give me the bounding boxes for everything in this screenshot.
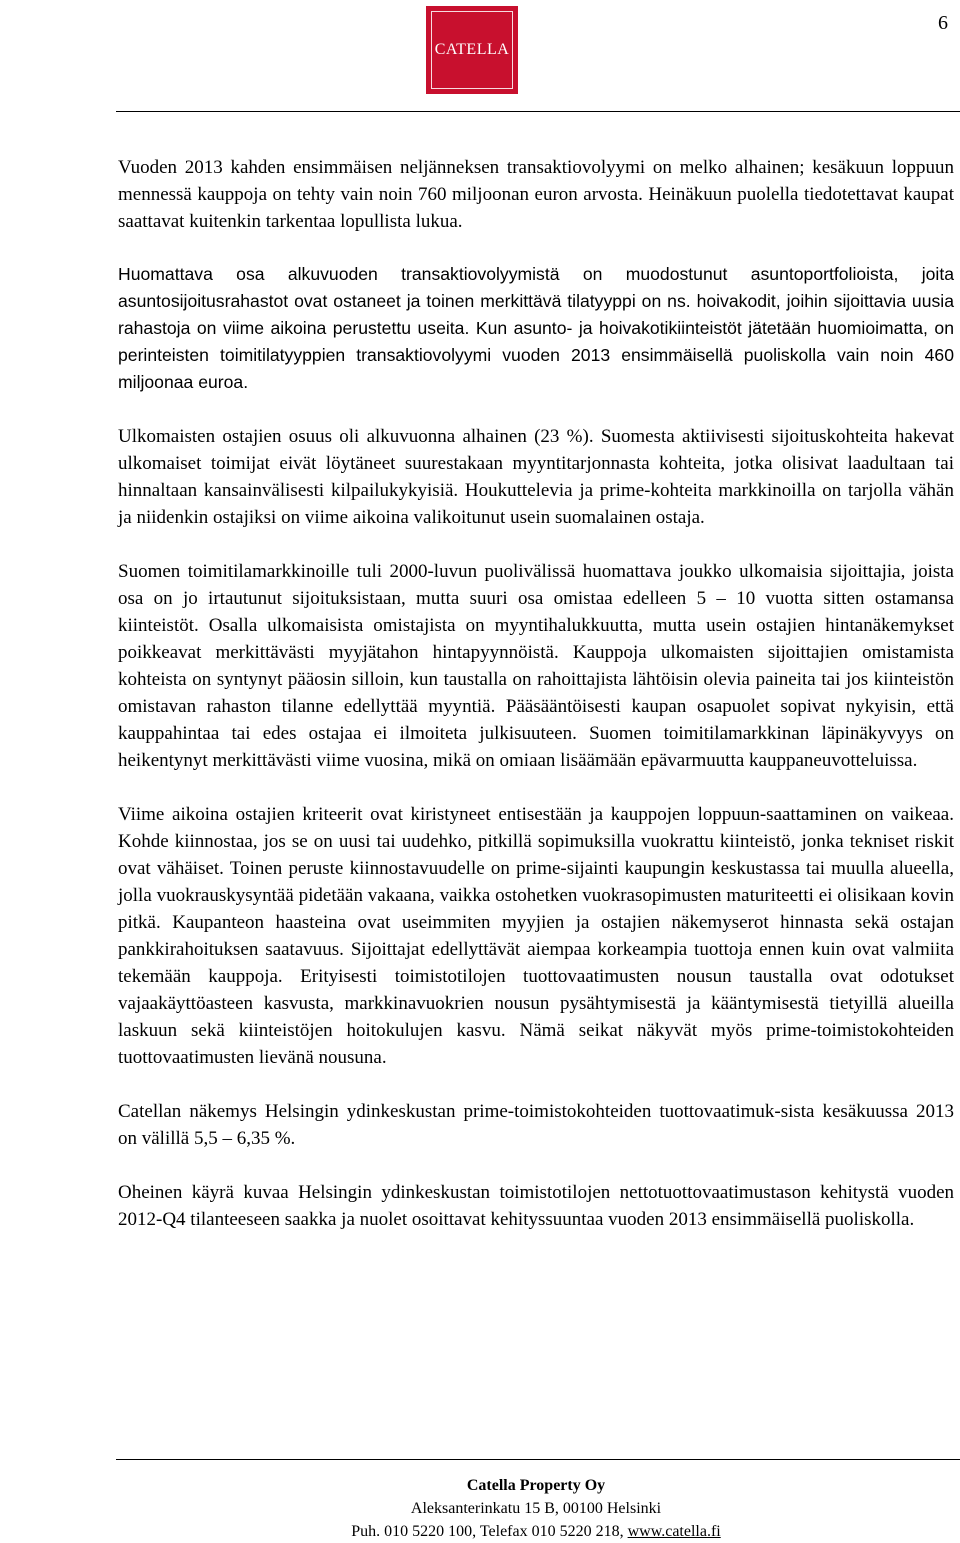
paragraph-catella-view: Catellan näkemys Helsingin ydinkeskustan prime-toimistokohteiden tuottovaatimuk-sista kesäkuussa 2013 on välillä 5,5 – 6,35 %.: [118, 1101, 954, 1149]
footer: [118, 1474, 954, 1543]
catella-logo: [426, 6, 518, 94]
paragraph-transaction-volume: Vuoden 2013 kahden ensimmäisen neljänneksen transaktiovolyymi on melko alhainen; kesäkuun loppuun mennessä kauppoja on tehty vain noin 760 miljoonan euron arvosta. Heinäkuun puolella tiedotettavat kaupat saattavat kuitenkin tarkentaa lopullista lukua.: [118, 157, 954, 232]
paragraph-buyer-criteria: Viime aikoina ostajien kriteerit ovat kiristyneet entisestään ja kauppojen loppuun-saattaminen on vaikeaa. Kohde kiinnostaa, jos se on uusi tai uudehko, pitkillä sopimuksilla vuokrattu kiinteistö, jonka tekniset riskit ovat vähäiset. Toinen peruste kiinnostavuudelle on prime-sijainti kaupungin keskustassa tai muulla alueella, jolla vuokrauskysyntää pidetään vakaana, vaikka ostohetken vuokrasopimusten maturiteetti ei olisikaan kovin pitkä. Kaupanteon haasteina ovat useimmiten myyjien ja ostajien näkemyserot hinnasta sekä ostajan pankkirahoituksen saatavuus. Sijoittajat edellyttävät aiempaa korkeampia tuottoja ennen kuin ovat valmiita tekemään kauppoja. Erityisesti toimistotilojen tuottovaatimusten nousun taustalla ovat odotukset vajaakäyttöasteen kasvusta, markkinavuokrien nousun pysähtymisestä ja kääntymisestä tietyillä alueilla laskuun sekä kiinteistöjen hoitokulujen kasvu. Nämä seikat näkyvät myös prime-toimistokohteiden tuottovaatimusten lievänä nousuna.: [118, 804, 954, 1068]
paragraph-housing-portfolios: Huomattava osa alkuvuoden transaktiovolyymistä on muodostunut asuntoportfolioista, joita asuntosijoitusrahastot ovat ostaneet ja toinen merkittävä tilatyyppi on ns. hoivakodit, joihin sijoittavia uusia rahastoja on viime aikoina perustettu useita. Kun asunto- ja hoivakotikiinteistöt jätetään huomioimatta, on perinteisten toimitilatyyppien transaktiovolyymi vuoden 2013 ensimmäisellä puoliskolla vain noin 460 miljoonaa euroa.: [118, 264, 954, 392]
footer-divider: [116, 1459, 960, 1460]
footer-phone-fax: Puh. 010 5220 100, Telefax 010 5220 218,: [351, 1523, 628, 1540]
footer-address: Aleksanterinkatu 15 B, 00100 Helsinki: [410, 1500, 662, 1517]
logo-text: CATELLA: [434, 41, 510, 58]
footer-website-link[interactable]: www.catella.fi: [627, 1523, 721, 1540]
document-body: [118, 154, 954, 1260]
logo-frame: [431, 11, 513, 89]
paragraph-foreign-buyers: Ulkomaisten ostajien osuus oli alkuvuonna alhainen (23 %). Suomesta aktiivisesti sijoituskohteita hakevat ulkomaiset toimijat eivät löytäneet suurestakaan myyntitarjonnasta kohteita, jotka olisivat laadultaan tai hinnaltaan kansainvälisesti kilpailukykyisiä. Houkuttelevia ja prime-kohteita markkinoilla on tarjolla vähän ja niidenkin ostajiksi on viime aikoina valikoitunut usein suomalainen ostaja.: [118, 426, 954, 528]
paragraph-foreign-investors: Suomen toimitilamarkkinoille tuli 2000-luvun puolivälissä huomattava joukko ulkomaisia sijoittajia, joista osa on jo irtautunut sijoituksistaan, mutta suuri osa omistaa edelleen 5 – 10 vuotta sitten ostamansa kiinteistöt. Osalla ulkomaisista omistajista on myyntihalukkuutta, mutta usein ostajien hintanäkemykset poikkeavat merkittävästi myyjätahon hintapyynnöistä. Kauppoja ulkomaisten sijoittajien omistamista kohteista on syntynyt pääosin silloin, kun taustalla on rahoittajista lähtöisin olevia paineita tai jos kiinteistön omistavan rahaston tilanne edellyttää myyntiä. Pääsääntöisesti kaupan osapuolet sopivat nykyisin, että kauppahintaa tai edes ostajaa ei ilmoiteta julkisuuteen. Suomen toimitilamarkkinan läpinäkyvyys on heikentynyt merkittävästi viime vuosina, mikä on omiaan lisäämään epävarmuutta kauppaneuvotteluissa.: [118, 561, 954, 771]
footer-company: Catella Property Oy: [466, 1477, 606, 1494]
page-number: 6: [938, 12, 948, 34]
header-divider: [116, 111, 960, 112]
footer-contact: [118, 1520, 954, 1543]
paragraph-chart-description: Oheinen käyrä kuvaa Helsingin ydinkeskustan toimistotilojen nettotuottovaatimustason kehitystä vuoden 2012-Q4 tilanteeseen saakka ja nuolet osoittavat kehityssuuntaa vuoden 2013 ensimmäisellä puoliskolla.: [118, 1182, 954, 1230]
